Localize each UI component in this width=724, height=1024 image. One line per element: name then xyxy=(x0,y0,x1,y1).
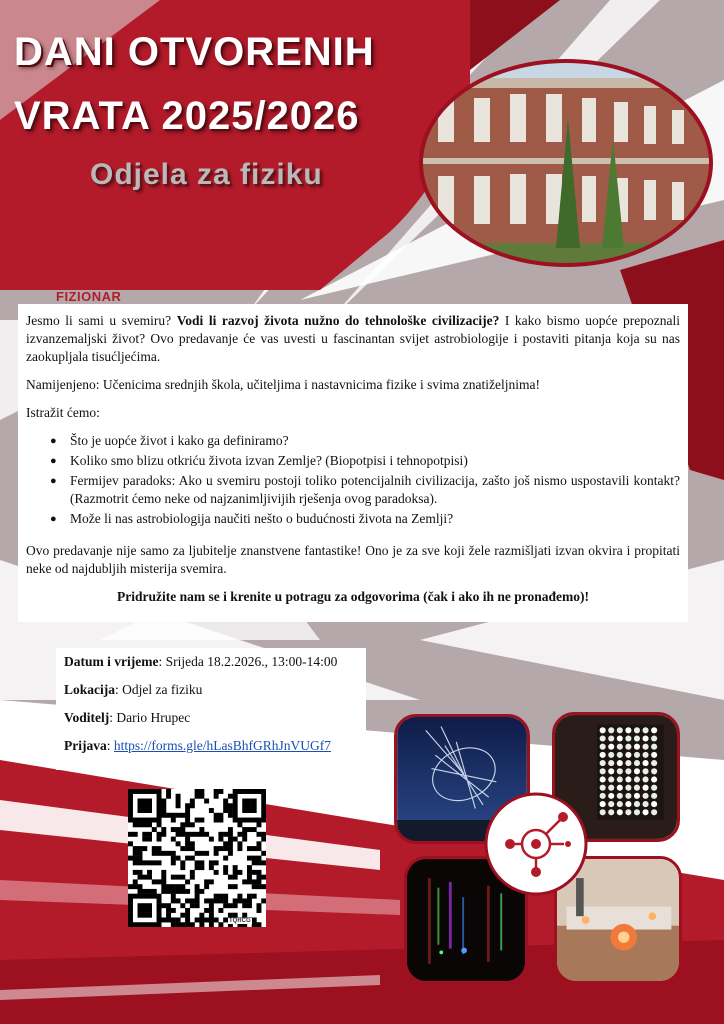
list-item: ● Može li nas astrobiologija naučiti nešto o budućnosti života na Zemlji? xyxy=(50,510,680,528)
signup-row xyxy=(64,738,358,754)
audience-paragraph: Namijenjeno: Učenicima srednjih škola, učiteljima i nastavnicima fizike i svima znatiželjnima! xyxy=(26,377,540,392)
signup-label: Prijava xyxy=(64,738,107,753)
title-line-2: VRATA 2025/2026 xyxy=(14,94,360,138)
intro-paragraph xyxy=(26,312,680,366)
topic-list xyxy=(50,432,680,528)
center-logo-icon xyxy=(484,792,588,896)
intro-question-1: Jesmo li sami u svemiru? xyxy=(26,313,172,328)
subtitle: Odjela za fiziku xyxy=(90,158,323,191)
event-details xyxy=(56,648,366,770)
intro-rest: I kako bismo uopće prepoznali izvanzemaljski život? Ovo predavanje će vas uvesti u fascinantan svijet astrobiologije i postaviti pitanja koja su nas zaokupljala tisućljećima. xyxy=(26,313,681,364)
qr-tag: TQRCG xyxy=(229,918,251,924)
datetime-label: Datum i vrijeme xyxy=(64,654,159,669)
signup-separator: : xyxy=(106,738,114,753)
location-row xyxy=(64,682,358,698)
qr-code-icon[interactable] xyxy=(128,789,266,927)
leader-value: : Dario Hrupec xyxy=(109,710,191,725)
leader-label: Voditelj xyxy=(64,710,110,725)
logo-text: FIZIONAR xyxy=(56,289,122,304)
closing-line: Pridružite nam se i krenite u potragu za odgovorima (čak i ako ih ne pronađemo)! xyxy=(117,589,589,604)
explore-heading: Istražit ćemo: xyxy=(26,405,100,420)
intro-question-2: Vodi li razvoj života nužno do tehnološke civilizacije? xyxy=(176,313,500,328)
leader-row xyxy=(64,710,358,726)
location-value: : Odjel za fiziku xyxy=(115,682,203,697)
list-item: ● Koliko smo blizu otkriću života izvan Zemlje? (Biopotpisi i tehnopotpisi) xyxy=(50,452,680,470)
title-line-1: DANI OTVORENIH xyxy=(14,30,375,74)
description-panel xyxy=(18,304,688,622)
datetime-row xyxy=(64,654,358,670)
datetime-value: : Srijeda 18.2.2026., 13:00-14:00 xyxy=(158,654,338,669)
building-photo xyxy=(418,58,714,268)
list-item: ● Fermijev paradoks: Ako u svemiru postoji toliko potencijalnih civilizacija, zašto još nismo uspostavili kontakt? (Razmotrit ćemo neke od najzanimljivijih rješenja ovog paradoksa). xyxy=(50,472,680,508)
outro-paragraph: Ovo predavanje nije samo za ljubitelje znanstvene fantastike! Ono je za sve koji žele razmišljati izvan okvira i propitati neke od najdubljih misterija svemira. xyxy=(26,543,680,576)
location-label: Lokacija xyxy=(64,682,116,697)
signup-link[interactable]: https://forms.gle/hLasBhfGRhJnVUGf7 xyxy=(113,738,332,753)
list-item: ● Što je uopće život i kako ga definiramo? xyxy=(50,432,680,450)
